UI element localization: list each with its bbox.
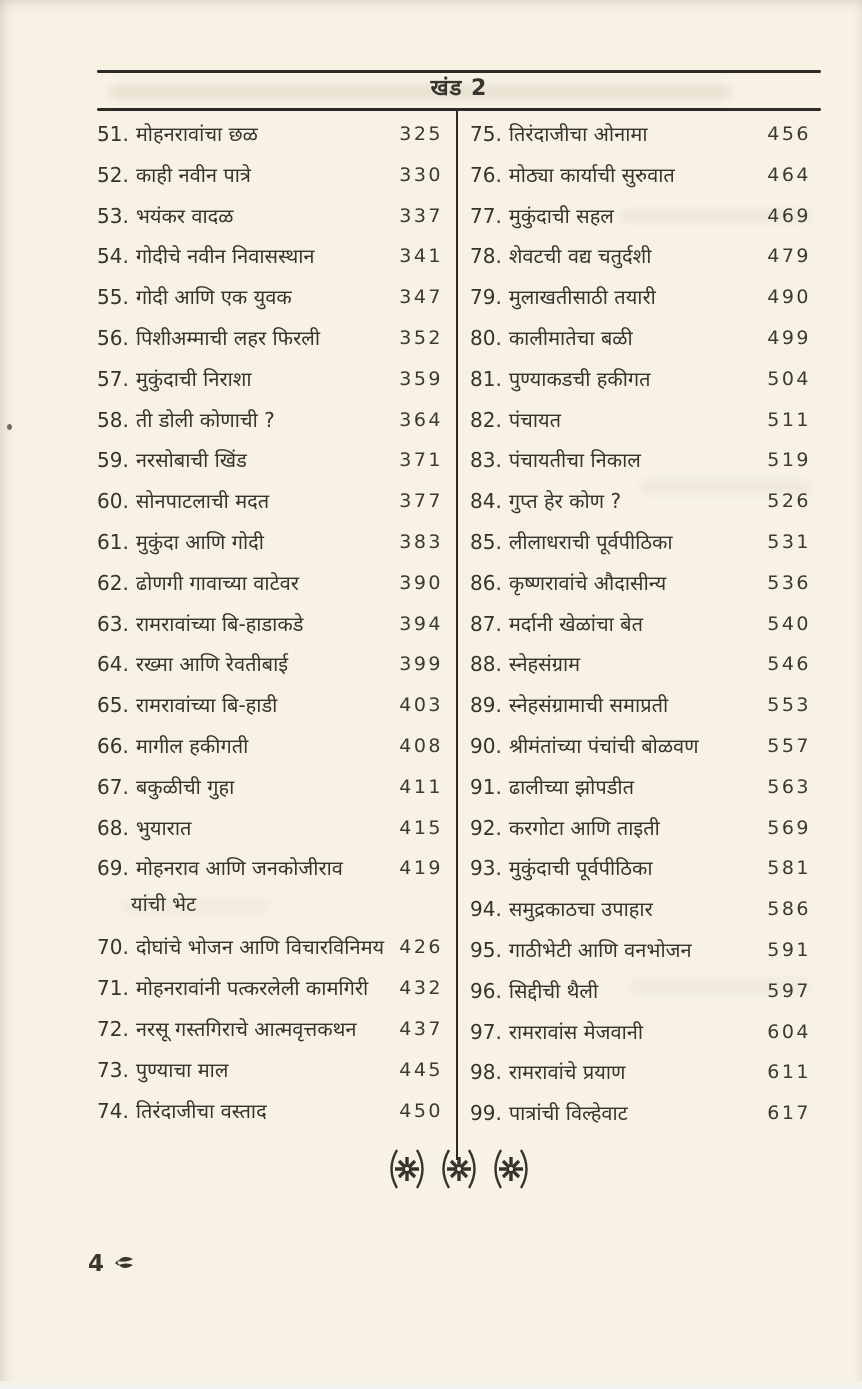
- toc-entry-page-number: 456: [767, 123, 811, 145]
- toc-entry: [470, 203, 811, 244]
- toc-entry-page-number: 519: [767, 449, 811, 472]
- toc-entry: [97, 366, 443, 407]
- toc-entry: [470, 937, 811, 978]
- toc-entry-page-number: 490: [767, 286, 811, 309]
- toc-entry-title: [97, 733, 248, 760]
- toc-entry: [97, 774, 443, 815]
- toc-entry: [470, 447, 811, 488]
- toc-entry-page-number: 371: [399, 449, 443, 472]
- toc-entry-title: [470, 1019, 643, 1046]
- toc-entry-title-text: दोघांचे भोजन आणि विचारविनिमय: [135, 935, 385, 960]
- toc-entry-number: 83.: [470, 448, 502, 473]
- toc-entry: [470, 896, 811, 937]
- toc-entry-title: [97, 121, 258, 148]
- volume-heading: खंड 2: [430, 76, 488, 101]
- toc-entry-number: 58.: [97, 407, 129, 432]
- toc-entry-number: 71.: [97, 976, 129, 1001]
- toc-entry: [470, 366, 811, 407]
- toc-entry-page-number: 469: [767, 204, 811, 227]
- toc-entry-number: 73.: [97, 1057, 129, 1082]
- toc-entry-title-text: गोदी आणि एक युवक: [135, 285, 292, 310]
- toc-entry-number: 66.: [97, 733, 129, 758]
- toc-entry-title: [97, 325, 320, 352]
- toc-entry-title: [470, 284, 656, 311]
- toc-entry: [470, 1100, 811, 1141]
- toc-entry-number: 90.: [470, 733, 502, 758]
- toc-entry: [470, 855, 811, 896]
- toc-entry-title: [470, 529, 673, 556]
- toc-entry-title-text: मर्दानी खेळांचा बेत: [508, 611, 644, 636]
- toc-entry-number: 84.: [470, 489, 502, 514]
- toc-entry: [97, 447, 443, 488]
- toc-entry-page-number: 536: [767, 571, 811, 594]
- toc-entry-title-text: मुकुंदा आणि गोदी: [135, 529, 264, 554]
- toc-entry-number: 91.: [470, 774, 502, 799]
- toc-entry-title: [97, 651, 288, 678]
- toc-entry: [97, 1057, 443, 1098]
- toc-entry: [97, 162, 443, 203]
- toc-entry-number: 68.: [97, 815, 129, 840]
- toc-entry-title: [470, 162, 675, 189]
- toc-entry-page-number: 557: [767, 734, 811, 757]
- leaf-icon: [114, 1253, 136, 1277]
- toc-entry-title: [97, 284, 292, 311]
- toc-entry-title: [97, 203, 234, 230]
- toc-entry-title: [97, 855, 343, 918]
- toc-entry-title: [97, 815, 191, 842]
- toc-entry-page-number: 359: [399, 367, 443, 390]
- toc-entry-title: [97, 243, 315, 270]
- toc-entry-number: 67.: [97, 774, 129, 799]
- toc-entry-page-number: 569: [767, 816, 811, 839]
- toc-entry-page-number: 531: [767, 530, 811, 553]
- toc-entry-title-text: मुकुंदाची सहल: [508, 203, 614, 228]
- toc-entry-title-text: ती डोली कोणाची ?: [135, 407, 275, 432]
- toc-entry-page-number: 499: [767, 326, 811, 349]
- toc-entry-title-text: पंचायतीचा निकाल: [508, 448, 641, 473]
- toc-entry: [97, 975, 443, 1016]
- toc-entry-page-number: 546: [767, 653, 811, 676]
- toc-entry-title-text: रामरावांच्या बि-हाडी: [135, 693, 278, 718]
- toc-entry-page-number: 415: [399, 816, 443, 839]
- toc-entry-page-number: 450: [399, 1099, 443, 1122]
- toc-entry-page-number: 347: [399, 286, 443, 309]
- toc-entry-page-number: 526: [767, 490, 811, 513]
- toc-entry-title: [470, 733, 699, 760]
- toc-entry-page-number: 419: [399, 857, 443, 880]
- toc-entry: [470, 651, 811, 692]
- toc-entry-page-number: 504: [767, 367, 811, 390]
- toc-entry-title-text: पुण्याकडची हकीगत: [508, 366, 651, 391]
- ink-speck: [7, 424, 12, 430]
- toc-entry-page-number: 597: [767, 979, 811, 1002]
- toc-entry-title-text: ढालीच्या झोपडीत: [508, 774, 634, 799]
- toc-entry-title: [97, 366, 252, 393]
- toc-entry-page-number: 445: [399, 1058, 443, 1081]
- toc-entry-number: 80.: [470, 325, 502, 350]
- toc-entry-title: [97, 529, 264, 556]
- toc-entry-title-text: समुद्रकाठचा उपाहार: [508, 897, 653, 922]
- toc-entry: [97, 121, 443, 162]
- toc-entry-title-text: गोदीचे नवीन निवासस्थान: [135, 244, 315, 269]
- toc-entry-page-number: 403: [399, 694, 443, 717]
- toc-entry-title: [470, 611, 643, 638]
- toc-entry-title-text: नरसू गस्तगिराचे आत्मवृत्तकथन: [135, 1016, 357, 1041]
- toc-entry-page-number: 553: [767, 694, 811, 717]
- toc-entry-title-text: ढोणगी गावाच्या वाटेवर: [135, 570, 299, 595]
- toc-entry-title-text: भयंकर वादळ: [135, 203, 234, 228]
- toc-entry-title-text: मोठ्या कार्याची सुरुवात: [508, 162, 675, 187]
- toc-entry-title-text: बकुळीची गुहा: [135, 774, 235, 799]
- toc-entry-title-text: सोनपाटलाची मदत: [135, 489, 270, 514]
- toc-entry: [470, 733, 811, 774]
- toc-entry-title: [470, 366, 651, 393]
- toc-entry: [470, 529, 811, 570]
- toc-entry-title: [97, 1057, 228, 1084]
- toc-entry-number: 92.: [470, 815, 502, 840]
- toc-entry-number: 63.: [97, 611, 129, 636]
- header-rule-bottom: [97, 108, 821, 111]
- toc-entry-title: [97, 1098, 267, 1125]
- toc-entry-title-text: शेवटची वद्य चतुर्दशी: [508, 244, 652, 269]
- toc-entry-title-text: मोहनरावांचा छळ: [135, 122, 258, 146]
- toc-entry-number: 75.: [470, 122, 502, 146]
- toc-entry-title: [470, 570, 666, 597]
- toc-entry-title: [470, 855, 653, 882]
- toc-entry-page-number: 408: [399, 734, 443, 757]
- toc-entry-title: [97, 488, 269, 515]
- toc-entry-title: [470, 325, 633, 352]
- toc-entry: [97, 692, 443, 733]
- toc-entry-title: [470, 447, 641, 474]
- toc-entry-number: 56.: [97, 325, 129, 350]
- toc-entry: [470, 243, 811, 284]
- toc-entry-page-number: 479: [767, 245, 811, 268]
- toc-entry: [97, 284, 443, 325]
- page-number: 4: [88, 1250, 106, 1277]
- toc-entry: [97, 934, 443, 975]
- toc-entry: [97, 203, 443, 244]
- toc-entry-title-text: रख्मा आणि रेवतीबाई: [135, 652, 289, 677]
- toc-entry-number: 89.: [470, 693, 502, 718]
- toc-entry-title-text: पिशीअम्माची लहर फिरली: [135, 325, 321, 350]
- toc-entry-title-text: मोहनरावांनी पत्करलेली कामगिरी: [135, 976, 369, 1001]
- toc-entry: [97, 1016, 443, 1057]
- toc-entry-number: 88.: [470, 652, 502, 677]
- toc-entry-title: [470, 692, 668, 719]
- toc-entry-number: 64.: [97, 652, 129, 677]
- toc-entry-title: [470, 121, 648, 148]
- toc-entry-title: [97, 774, 234, 801]
- toc-entry-number: 72.: [97, 1016, 129, 1041]
- toc-entry-title: [470, 896, 653, 923]
- toc-entry-title-text: तिरंदाजीचा वस्ताद: [135, 1098, 267, 1123]
- toc-entry-title-text: श्रीमंतांच्या पंचांची बोळवण: [508, 733, 699, 758]
- toc-entry-number: 57.: [97, 366, 129, 391]
- toc-entry-title-text: मुकुंदाची निराशा: [135, 366, 252, 391]
- toc-entry-title: [470, 203, 614, 230]
- toc-entry-title-line2: यांची भेट: [131, 892, 197, 917]
- toc-entry-title: [470, 1059, 625, 1086]
- toc-entry-title: [470, 407, 561, 434]
- toc-entry-page-number: 330: [399, 163, 443, 186]
- toc-entry: [97, 651, 443, 692]
- toc-entry-title: [470, 651, 580, 678]
- toc-columns: [97, 121, 821, 1141]
- toc-entry-title: [470, 774, 634, 801]
- toc-entry: [470, 1059, 811, 1100]
- toc-entry-page-number: 390: [399, 571, 443, 594]
- toc-entry-page-number: 337: [399, 204, 443, 227]
- toc-entry-title-text: मुलाखतीसाठी तयारी: [508, 285, 656, 310]
- toc-entry: [97, 243, 443, 284]
- toc-entry: [470, 284, 811, 325]
- toc-entry-title-text: रामरावांच्या बि-हाडाकडे: [135, 611, 304, 636]
- toc-entry-title: [470, 978, 598, 1005]
- toc-entry: [470, 121, 811, 162]
- toc-entry-number: 65.: [97, 693, 129, 718]
- toc-entry-page-number: 411: [399, 775, 443, 798]
- toc-entry-title-text: गुप्त हेर कोण ?: [508, 489, 622, 514]
- toc-entry-number: 77.: [470, 203, 502, 228]
- toc-entry-page-number: 586: [767, 898, 811, 921]
- toc-entry: [470, 611, 811, 652]
- toc-entry-page-number: 341: [399, 245, 443, 268]
- toc-column-left: [97, 121, 456, 1141]
- toc-entry: [470, 407, 811, 448]
- toc-entry-number: 54.: [97, 244, 129, 269]
- toc-entry-number: 96.: [470, 978, 502, 1003]
- ornament-row: [97, 1146, 821, 1192]
- toc-entry-title-text: पंचायत: [508, 407, 562, 432]
- page-bottom-edge: [0, 1381, 862, 1389]
- toc-entry-title: [97, 611, 303, 638]
- toc-entry-title-text: लीलाधराची पूर्वपीठिका: [508, 529, 673, 554]
- toc-entry-page-number: 464: [767, 163, 811, 186]
- toc-entry-title: [470, 937, 692, 964]
- toc-entry-page-number: 394: [399, 612, 443, 635]
- toc-entry-number: 94.: [470, 897, 502, 922]
- toc-entry-page-number: 563: [767, 775, 811, 798]
- toc-entry: [470, 162, 811, 203]
- toc-entry-number: 86.: [470, 570, 502, 595]
- header-rule-top: [97, 70, 821, 73]
- page-footer: [88, 1250, 136, 1277]
- toc-entry-number: 60.: [97, 489, 129, 514]
- toc-entry-title: [470, 488, 621, 515]
- toc-entry-title-text: भुयारात: [135, 815, 192, 840]
- toc-entry-page-number: 377: [399, 490, 443, 513]
- toc-entry-number: 98.: [470, 1060, 502, 1085]
- toc-entry-title-text: सिद्दीची थैली: [508, 978, 599, 1003]
- toc-entry: [97, 325, 443, 366]
- toc-entry-number: 69.: [97, 856, 129, 881]
- toc-entry: [97, 570, 443, 611]
- toc-entry-page-number: 591: [767, 938, 811, 961]
- toc-entry: [470, 1019, 811, 1060]
- toc-entry-number: 81.: [470, 366, 502, 391]
- toc-entry-number: 76.: [470, 162, 502, 187]
- toc-entry-number: 79.: [470, 285, 502, 310]
- toc-entry: [470, 774, 811, 815]
- toc-entry-title: [97, 1016, 356, 1043]
- toc-entry-page-number: 581: [767, 857, 811, 880]
- asterisk-ornament-icon: [384, 1146, 430, 1192]
- toc-entry-title-text: स्नेहसंग्राम: [508, 652, 581, 677]
- toc-entry-title: [97, 162, 251, 189]
- toc-entry-title-text: कृष्णरावांचे औदासीन्य: [508, 570, 667, 595]
- toc-entry-title-text: पुण्याचा माल: [135, 1057, 229, 1082]
- toc-entry: [97, 611, 443, 652]
- toc-entry: [470, 815, 811, 856]
- toc-entry-page-number: 352: [399, 326, 443, 349]
- toc-entry: [97, 488, 443, 529]
- toc-entry: [470, 488, 811, 529]
- toc-entry-title-text: करगोटा आणि ताइती: [508, 815, 660, 840]
- toc-entry-title-text: तिरंदाजीचा ओनामा: [508, 122, 648, 146]
- toc-entry-page-number: 540: [767, 612, 811, 635]
- toc-entry-page-number: 617: [767, 1102, 811, 1125]
- toc-entry-page-number: 399: [399, 653, 443, 676]
- toc-entry-title-text: रामरावांस मेजवानी: [508, 1019, 644, 1044]
- toc-entry-title-text: काही नवीन पात्रे: [135, 162, 251, 187]
- toc-entry-title: [97, 975, 368, 1002]
- toc-entry-title-text: रामरावांचे प्रयाण: [508, 1060, 626, 1085]
- toc-entry: [97, 1098, 443, 1139]
- toc-entry-number: 74.: [97, 1098, 129, 1123]
- toc-entry-number: 53.: [97, 203, 129, 228]
- toc-entry: [470, 570, 811, 611]
- toc-entry-title: [97, 570, 299, 597]
- toc-entry-title-text: गाठीभेटी आणि वनभोजन: [508, 937, 692, 962]
- toc-entry: [97, 407, 443, 448]
- toc-entry-title: [470, 1100, 628, 1127]
- toc-entry: [97, 855, 443, 934]
- toc-entry-title: [97, 692, 277, 719]
- toc-entry-title: [97, 934, 384, 961]
- toc-entry-number: 93.: [470, 856, 502, 881]
- toc-entry: [470, 692, 811, 733]
- toc-entry-title: [97, 407, 275, 434]
- toc-entry-title-text: मागील हकीगती: [135, 733, 249, 758]
- toc-entry-number: 55.: [97, 285, 129, 310]
- toc-entry-title-text: मुकुंदाची पूर्वपीठिका: [508, 856, 653, 881]
- toc-entry-page-number: 604: [767, 1020, 811, 1043]
- toc-entry-number: 95.: [470, 937, 502, 962]
- toc-entry-number: 99.: [470, 1101, 502, 1126]
- toc-entry-number: 85.: [470, 529, 502, 554]
- toc-entry-number: 59.: [97, 448, 129, 473]
- toc-entry-number: 87.: [470, 611, 502, 636]
- toc-entry-number: 78.: [470, 244, 502, 269]
- toc-entry-page-number: 426: [399, 936, 443, 959]
- toc-entry-number: 52.: [97, 162, 129, 187]
- toc-entry-number: 82.: [470, 407, 502, 432]
- toc-entry-page-number: 611: [767, 1061, 811, 1084]
- toc-entry-number: 70.: [97, 935, 129, 960]
- toc-entry-number: 97.: [470, 1019, 502, 1044]
- toc-entry-number: 51.: [97, 122, 129, 146]
- toc-entry-title: [470, 243, 651, 270]
- toc-entry-page-number: 325: [399, 123, 443, 145]
- toc-entry: [97, 733, 443, 774]
- toc-column-right: [456, 121, 821, 1141]
- toc-entry-page-number: 437: [399, 1017, 443, 1040]
- toc-entry: [470, 978, 811, 1019]
- toc-entry-title-text: मोहनराव आणि जनकोजीराव: [135, 856, 343, 881]
- toc-entry-number: 61.: [97, 529, 129, 554]
- toc-entry-page-number: 364: [399, 408, 443, 431]
- asterisk-ornament-icon: [436, 1146, 482, 1192]
- toc-entry-title: [97, 447, 247, 474]
- toc-entry-page-number: 511: [767, 408, 811, 431]
- asterisk-ornament-icon: [488, 1146, 534, 1192]
- toc-entry: [97, 529, 443, 570]
- toc-entry-title-text: पात्रांची विल्हेवाट: [508, 1101, 628, 1126]
- toc-entry-title: [470, 815, 660, 842]
- toc-entry-title-text: कालीमातेचा बळी: [508, 325, 633, 350]
- toc-entry: [97, 815, 443, 856]
- toc-entry-title-text: नरसोबाची खिंड: [135, 448, 247, 473]
- toc-entry-number: 62.: [97, 570, 129, 595]
- toc-entry: [470, 325, 811, 366]
- toc-entry-title-text: स्नेहसंग्रामाची समाप्रती: [508, 693, 669, 718]
- toc-entry-page-number: 383: [399, 530, 443, 553]
- toc-entry-page-number: 432: [399, 977, 443, 1000]
